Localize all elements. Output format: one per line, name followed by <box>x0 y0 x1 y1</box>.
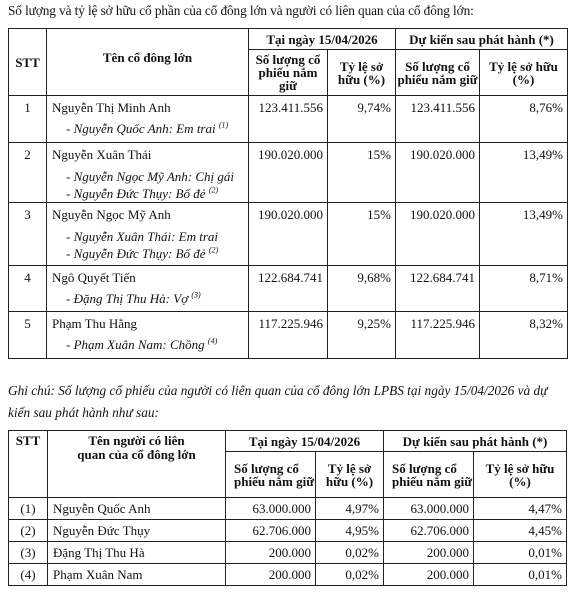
header-shares-after: Số lượng cổ phiếu nắm giữ <box>384 452 474 498</box>
shares-after: 200.000 <box>384 542 474 564</box>
header-ratio-after: Tỷ lệ sở hữu (%) <box>474 452 567 498</box>
header-shares-now: Số lượng cổ phiếu nắm giữ <box>249 50 328 96</box>
shareholder-name-text: Phạm Thu Hằng <box>52 316 137 331</box>
table-row <box>9 266 568 312</box>
shares-now: 62.706.000 <box>226 520 316 542</box>
shares-after: 190.020.000 <box>396 143 480 203</box>
related-person: - Phạm Xuân Nam: Chồng $^{(4)}$ <box>66 336 218 352</box>
header-shares-now: Số lượng cổ phiếu nắm giữ <box>226 452 316 498</box>
header-at-date: Tại ngày 15/04/2026 <box>249 29 396 50</box>
header-name: Tên người có liên quan của cổ đông lớn <box>48 431 226 498</box>
header-after: Dự kiến sau phát hành (*) <box>396 29 568 50</box>
header-shares-after: Số lượng cổ phiếu nắm giữ <box>396 50 480 96</box>
row-stt: (1) <box>9 498 48 520</box>
shares-after: 122.684.741 <box>396 266 480 312</box>
row-stt: 3 <box>9 203 47 266</box>
ratio-after: 8,32% <box>480 312 568 359</box>
row-stt: 2 <box>9 143 47 203</box>
row-stt: (3) <box>9 542 48 564</box>
shareholder-name <box>47 312 249 359</box>
ratio-now: 0,02% <box>316 542 384 564</box>
ratio-after: 4,45% <box>474 520 567 542</box>
ratio-now: 9,25% <box>328 312 396 359</box>
ratio-now: 0,02% <box>316 564 384 586</box>
shareholder-name-text: Nguyễn Xuân Thái <box>52 147 152 162</box>
ratio-after: 13,49% <box>480 143 568 203</box>
row-stt: 5 <box>9 312 47 359</box>
table-row <box>9 520 567 542</box>
header-stt: STT <box>9 29 47 96</box>
shareholder-name-text: Nguyễn Thị Minh Anh <box>52 100 171 115</box>
row-stt: 4 <box>9 266 47 312</box>
table-row <box>9 498 567 520</box>
table-row <box>9 143 568 203</box>
related-person: - Nguyễn Đức Thụy: Bố đẻ $^{(2)}$ <box>66 185 219 201</box>
ratio-now: 9,74% <box>328 96 396 143</box>
shareholder-name-text: Nguyễn Ngọc Mỹ Anh <box>52 207 171 222</box>
ratio-after: 0,01% <box>474 542 567 564</box>
header-after: Dự kiến sau phát hành (*) <box>384 431 567 452</box>
related-person: - Nguyễn Xuân Thái: Em trai <box>66 229 219 244</box>
shares-after: 117.225.946 <box>396 312 480 359</box>
shareholder-name <box>47 96 249 143</box>
shares-now: 200.000 <box>226 542 316 564</box>
ratio-now: 15% <box>328 203 396 266</box>
related-name: Phạm Xuân Nam <box>48 564 226 586</box>
shares-now: 123.411.556 <box>249 96 328 143</box>
header-ratio-now: Tỷ lệ sở hữu (%) <box>316 452 384 498</box>
table-row <box>9 312 568 359</box>
header-name: Tên cổ đông lớn <box>47 29 249 96</box>
note-text: Ghi chú: Số lượng cổ phiếu của người có liên quan của cổ đông lớn LPBS tại ngày 15/04/2026 và dự kiến sau phát hành như sau: <box>8 383 548 420</box>
ratio-now: 9,68% <box>328 266 396 312</box>
related-person: - Nguyễn Ngọc Mỹ Anh: Chị gái <box>66 169 235 184</box>
header-stt: STT <box>9 431 48 498</box>
related-name: Nguyễn Quốc Anh <box>48 498 226 520</box>
shares-now: 190.020.000 <box>249 203 328 266</box>
table-row <box>9 542 567 564</box>
ratio-after: 8,76% <box>480 96 568 143</box>
ratio-after: 13,49% <box>480 203 568 266</box>
related-name: Đặng Thị Thu Hà <box>48 542 226 564</box>
shares-now: 200.000 <box>226 564 316 586</box>
ratio-now: 15% <box>328 143 396 203</box>
shares-now: 63.000.000 <box>226 498 316 520</box>
shareholder-name <box>47 143 249 203</box>
row-stt: (2) <box>9 520 48 542</box>
header-ratio-after: Tỷ lệ sở hữu (%) <box>480 50 568 96</box>
shares-after: 62.706.000 <box>384 520 474 542</box>
shares-now: 117.225.946 <box>249 312 328 359</box>
ratio-after: 8,71% <box>480 266 568 312</box>
shares-now: 122.684.741 <box>249 266 328 312</box>
header-at-date: Tại ngày 15/04/2026 <box>226 431 384 452</box>
shares-after: 190.020.000 <box>396 203 480 266</box>
header-ratio-now: Tỷ lệ sở hữu (%) <box>328 50 396 96</box>
shares-after: 200.000 <box>384 564 474 586</box>
shares-now: 190.020.000 <box>249 143 328 203</box>
related-person: - Nguyễn Quốc Anh: Em trai $^{(1)}$ <box>66 120 229 136</box>
shareholder-name-text: Ngô Quyết Tiến <box>52 270 136 285</box>
ratio-after: 0,01% <box>474 564 567 586</box>
ratio-now: 4,95% <box>316 520 384 542</box>
ratio-after: 4,47% <box>474 498 567 520</box>
shareholder-name <box>47 203 249 266</box>
related-persons-table <box>8 430 567 586</box>
intro-text: Số lượng và tỷ lệ sở hữu cổ phần của cổ đông lớn và người có liên quan của cổ đông lớn: <box>8 3 474 18</box>
row-stt: (4) <box>9 564 48 586</box>
ratio-now: 4,97% <box>316 498 384 520</box>
shares-after: 63.000.000 <box>384 498 474 520</box>
major-shareholders-table <box>8 28 568 359</box>
table-row <box>9 203 568 266</box>
related-name: Nguyễn Đức Thụy <box>48 520 226 542</box>
table-row <box>9 96 568 143</box>
shares-after: 123.411.556 <box>396 96 480 143</box>
related-person: - Nguyễn Đức Thụy: Bố đẻ $^{(2)}$ <box>66 245 219 261</box>
row-stt: 1 <box>9 96 47 143</box>
shareholder-name <box>47 266 249 312</box>
related-person: - Đặng Thị Thu Hà: Vợ $^{(3)}$ <box>66 290 201 306</box>
table-row <box>9 564 567 586</box>
